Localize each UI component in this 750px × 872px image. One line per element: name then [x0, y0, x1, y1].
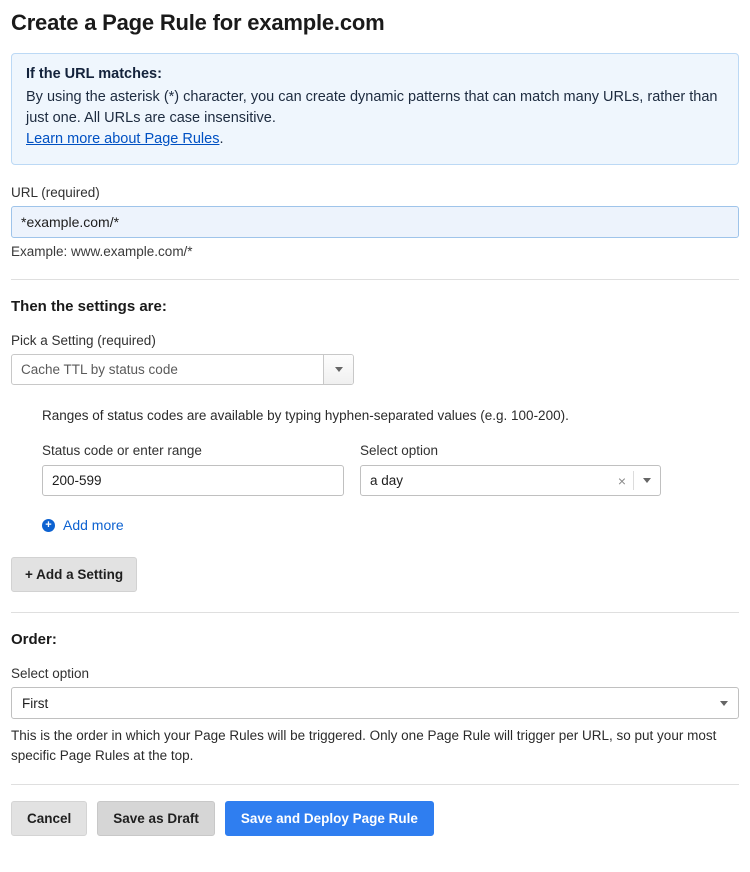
add-more-button[interactable]	[42, 517, 739, 533]
info-box-heading: If the URL matches:	[26, 66, 162, 82]
info-box-body	[26, 87, 724, 150]
add-more-label: Add more	[63, 517, 124, 533]
plus-circle-icon: +	[42, 519, 55, 532]
url-field-label: URL (required)	[11, 185, 100, 200]
ttl-option-select[interactable]	[360, 465, 661, 496]
status-code-input[interactable]	[42, 465, 344, 496]
info-box-text: By using the asterisk (*) character, you can create dynamic patterns that can match many URLs, rather than just one. All URLs are case insensitive.	[26, 89, 718, 126]
ttl-option-value: a day	[370, 473, 404, 488]
learn-more-link[interactable]: Learn more about Page Rules	[26, 131, 220, 147]
order-select[interactable]	[11, 687, 739, 719]
chevron-down-icon	[720, 701, 728, 706]
select-option-column	[360, 443, 661, 496]
chevron-down-icon	[335, 367, 343, 372]
page-title: Create a Page Rule for example.com	[11, 10, 385, 35]
status-code-column	[42, 443, 344, 496]
cache-ttl-settings-block	[42, 408, 739, 533]
chevron-down-icon	[643, 478, 651, 483]
info-link-suffix: .	[219, 131, 224, 147]
order-heading: Order:	[11, 631, 57, 648]
add-setting-button[interactable]: + Add a Setting	[11, 557, 137, 592]
status-option-row	[42, 443, 739, 496]
pick-setting-select[interactable]	[11, 354, 354, 385]
url-match-info-box	[11, 53, 739, 165]
save-as-draft-button[interactable]: Save as Draft	[97, 801, 215, 836]
status-code-label: Status code or enter range	[42, 443, 202, 458]
url-example-hint: Example: www.example.com/*	[11, 244, 193, 259]
save-and-deploy-button[interactable]: Save and Deploy Page Rule	[225, 801, 434, 836]
url-input[interactable]	[11, 206, 739, 238]
pick-setting-value: Cache TTL by status code	[21, 362, 178, 377]
ttl-option-dropdown-button[interactable]	[634, 478, 660, 483]
divider-top	[11, 279, 739, 280]
status-range-note: Ranges of status codes are available by typing hyphen-separated values (e.g. 100-200).	[42, 408, 569, 423]
pick-setting-dropdown-button[interactable]	[323, 355, 353, 384]
cancel-button[interactable]: Cancel	[11, 801, 87, 836]
divider-order	[11, 612, 739, 613]
page-rule-form	[0, 10, 750, 836]
order-note: This is the order in which your Page Rules will be triggered. Only one Page Rule will trigger per URL, so put your most specific Page Rules at the top.	[11, 728, 717, 763]
form-footer	[11, 784, 739, 836]
settings-heading: Then the settings are:	[11, 298, 167, 315]
clear-icon[interactable]: ×	[617, 472, 626, 489]
order-select-label: Select option	[11, 666, 90, 681]
order-select-value: First	[22, 695, 49, 711]
select-option-label: Select option	[360, 443, 439, 458]
pick-setting-label: Pick a Setting (required)	[11, 333, 156, 348]
